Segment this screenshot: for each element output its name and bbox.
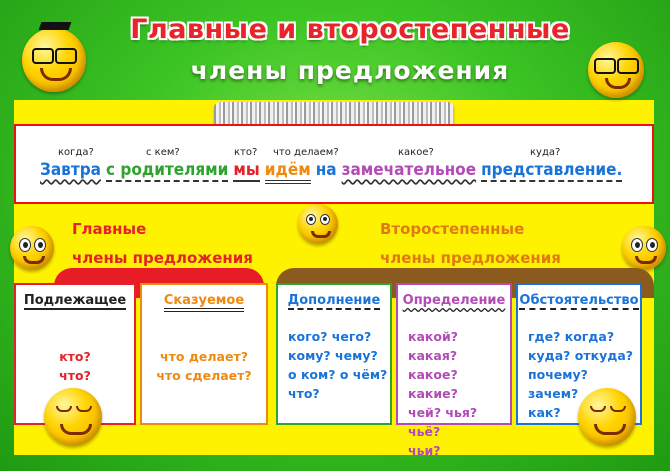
poster-title: Главные и второстепенные — [130, 14, 570, 45]
box-title: Сказуемое — [164, 293, 244, 312]
question-label: с кем? — [146, 147, 180, 158]
box-question: кого? чего? — [288, 329, 372, 344]
box-title: Дополнение — [287, 293, 381, 308]
box-question: что сделает? — [156, 368, 252, 383]
box-question: какое? какие? — [408, 367, 458, 401]
box-question: кто? — [59, 349, 91, 364]
question-label: кто? — [234, 147, 258, 158]
box-title: Подлежащее — [23, 293, 127, 308]
example-sentence — [40, 160, 627, 180]
sentence-word: замечательное — [341, 160, 477, 180]
box-question: чей? чья? чьё? — [408, 405, 478, 439]
question-label: какое? — [398, 147, 434, 158]
sentence-word: мы — [233, 160, 260, 180]
sentence-word: на — [315, 160, 337, 180]
poster-subtitle: члены предложения — [190, 56, 510, 85]
box-question: как? — [528, 405, 561, 420]
box-question: где? когда? — [528, 329, 615, 344]
sentence-word: Завтра — [40, 160, 101, 180]
object-box — [276, 283, 392, 425]
box-title: Определение — [402, 293, 506, 308]
sentence-word: представление. — [481, 160, 623, 180]
box-question: что? — [288, 386, 320, 401]
box-question: куда? откуда? — [528, 348, 634, 363]
box-question: чьи? — [408, 443, 441, 458]
sentence-word: с родителями — [106, 160, 229, 180]
secondary-members-heading: Второстепенные члены предложения — [380, 220, 561, 267]
question-label: куда? — [530, 147, 561, 158]
box-question: кому? чему? — [288, 348, 378, 363]
predicate-box — [140, 283, 268, 425]
box-question: о ком? о чём? — [288, 367, 388, 382]
question-label: что делаем? — [273, 147, 339, 158]
attribute-box — [396, 283, 512, 458]
box-question: что делает? — [160, 349, 248, 364]
box-question: какой? какая? — [408, 329, 458, 363]
box-title: Обстоятельство — [519, 293, 639, 308]
box-question: почему? зачем? — [528, 367, 588, 401]
box-question: что? — [59, 368, 91, 383]
sentence-word: идём — [265, 160, 311, 184]
main-members-heading: Главные члены предложения — [72, 220, 253, 267]
question-label: когда? — [58, 147, 94, 158]
